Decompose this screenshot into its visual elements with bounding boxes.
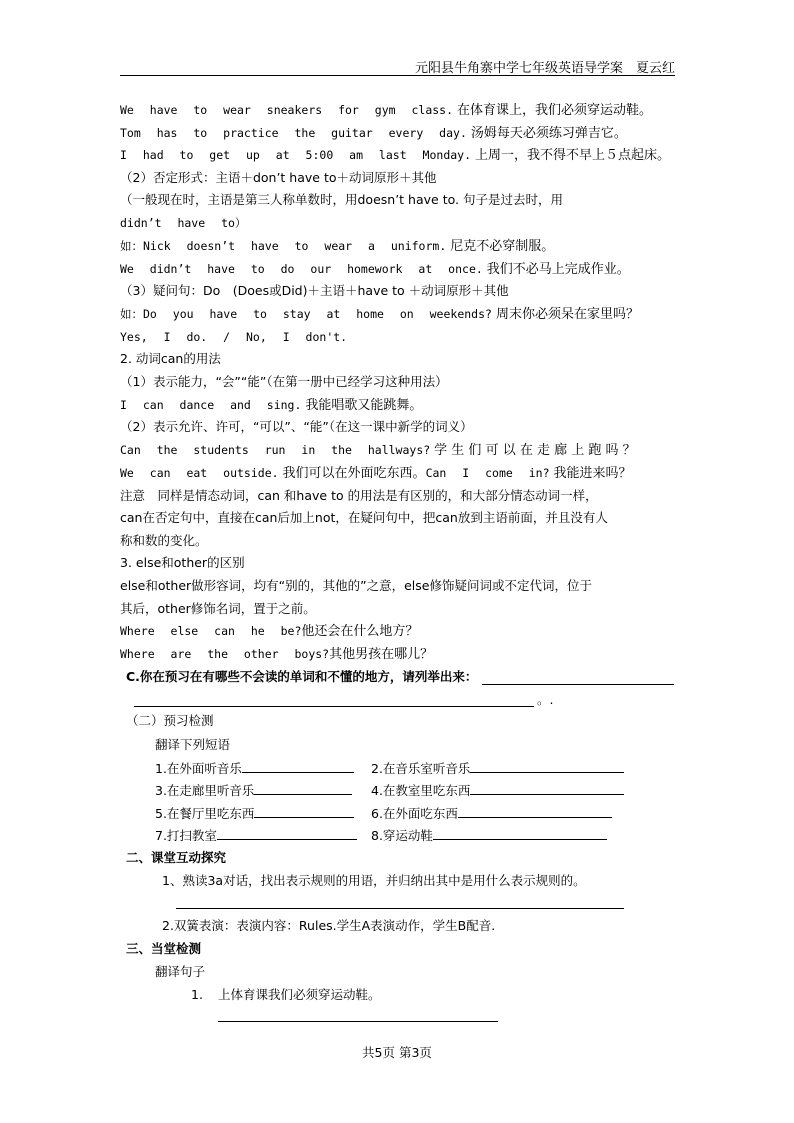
phrase-text: 8.穿运动鞋 bbox=[371, 828, 433, 843]
question-form-rule: （3）疑问句：Do (Does或Did)＋主语＋have to ＋动词原形＋其他 bbox=[120, 283, 509, 298]
example-en: Can I come in? bbox=[425, 466, 550, 480]
phrase-text: 3.在走廊里听音乐 bbox=[155, 783, 255, 798]
answer-blank[interactable] bbox=[217, 827, 357, 840]
example-zh: 我能进来吗？ bbox=[553, 466, 632, 481]
example-zh: 学 生 们 可 以 在 走 廊 上 跑 吗 ？ bbox=[434, 443, 636, 458]
example-line-23 bbox=[120, 623, 418, 640]
phrase-text: 4.在教室里吃东西 bbox=[371, 783, 471, 798]
example-zh: 他还会在什么地方？ bbox=[301, 624, 419, 639]
note-line-1: 注意 同样是情态动词，can 和have to 的用法是有区别的，和大部分情态动词一样， bbox=[120, 488, 598, 503]
example-en: We didn’t have to do our homework at once. bbox=[120, 262, 483, 276]
phrase-item bbox=[371, 827, 607, 844]
answer-blank[interactable] bbox=[470, 782, 624, 795]
phrase-item bbox=[371, 782, 624, 799]
note-line-3: 称和数的变化。 bbox=[120, 533, 208, 548]
example-en: Can the students run in the hallways? bbox=[120, 443, 431, 457]
phrase-text: 7.打扫教室 bbox=[155, 828, 217, 843]
example-zh: 上周一，我不得不早上５点起床。 bbox=[475, 148, 671, 163]
phrase-item bbox=[155, 805, 354, 822]
section3-item1-num: 1. bbox=[191, 987, 203, 1002]
phrase-item bbox=[155, 827, 357, 844]
answer-line: Yes, I do. / No, I don't. bbox=[120, 330, 348, 344]
can-ability-rule: （1）表示能力，“会”“能”（在第一册中已经学习这种用法） bbox=[120, 374, 448, 389]
answer-blank[interactable] bbox=[176, 908, 624, 909]
example-line-7 bbox=[120, 261, 630, 278]
example-line-9 bbox=[120, 306, 639, 323]
phrase-item bbox=[371, 760, 624, 777]
answer-blank[interactable] bbox=[254, 782, 352, 795]
negative-note-cont: didn’t have to） bbox=[120, 216, 247, 230]
example-line-3 bbox=[120, 147, 670, 164]
answer-blank[interactable] bbox=[242, 760, 354, 773]
section3-item1: 上体育课我们必须穿运动鞋。 bbox=[218, 987, 381, 1002]
example-en: Where else can he be? bbox=[120, 624, 302, 638]
answer-blank[interactable] bbox=[218, 1021, 498, 1022]
example-en: 如：Nick doesn’t have to wear a uniform. bbox=[120, 239, 447, 253]
note-line-2: can在否定句中，直接在can后加上not，在疑问句中，把can放到主语前面，并且没有人 bbox=[120, 510, 608, 525]
example-en: 如：Do you have to stay at home on weekends? bbox=[120, 307, 492, 321]
can-permission-rule: （2）表示允许、许可，“可以”、“能”（在这一课中新学的词义） bbox=[120, 419, 473, 434]
answer-blank[interactable] bbox=[458, 805, 612, 818]
answer-blank[interactable] bbox=[254, 805, 354, 818]
example-zh: 我们不必马上完成作业。 bbox=[486, 262, 630, 277]
section3-task: 翻译句子 bbox=[155, 964, 206, 979]
example-line-1 bbox=[120, 102, 652, 119]
else-other-rule-2: 其后，other修饰名词，置于之前。 bbox=[120, 601, 316, 616]
example-line-15 bbox=[120, 442, 636, 459]
example-en: I can dance and sing. bbox=[120, 398, 302, 412]
example-zh: 尼克不必穿制服。 bbox=[450, 239, 555, 254]
example-zh: 其他男孩在哪儿？ bbox=[329, 647, 434, 662]
answer-blank[interactable] bbox=[470, 760, 624, 773]
phrase-text: 2.在音乐室听音乐 bbox=[371, 761, 471, 776]
example-zh: 汤姆每天必须练习弹吉它。 bbox=[470, 126, 627, 141]
example-en: Where are the other boys? bbox=[120, 647, 330, 661]
phrase-text: 5.在餐厅里吃东西 bbox=[155, 806, 255, 821]
example-line-13 bbox=[120, 397, 422, 414]
section3-heading: 三、当堂检测 bbox=[126, 941, 202, 956]
example-zh: 我们可以在外面吃东西。 bbox=[282, 466, 426, 481]
else-other-heading: 3. else和other的区别 bbox=[120, 555, 245, 570]
answer-blank[interactable] bbox=[482, 684, 674, 685]
negative-form-rule: （2）否定形式：主语＋don’t have to＋动词原形＋其他 bbox=[120, 170, 437, 185]
phrase-item bbox=[371, 805, 612, 822]
example-line-2 bbox=[120, 125, 627, 142]
page-footer: 共5页 第3页 bbox=[362, 1045, 432, 1060]
example-en: I had to get up at 5:00 am last Monday. bbox=[120, 148, 472, 162]
page-header: 元阳县牛角寨中学七年级英语导学案 夏云红 bbox=[414, 61, 675, 76]
section-c-end: 。. bbox=[537, 692, 554, 707]
preview-task: 翻译下列短语 bbox=[155, 737, 231, 752]
answer-blank[interactable] bbox=[134, 706, 534, 707]
example-zh: 周末你必须呆在家里吗？ bbox=[495, 307, 639, 322]
answer-blank[interactable] bbox=[433, 827, 607, 840]
phrase-item bbox=[155, 782, 352, 799]
example-en: We have to wear sneakers for gym class. bbox=[120, 103, 454, 117]
example-en: Tom has to practice the guitar every day. bbox=[120, 126, 467, 140]
example-zh: 我能唱歌又能跳舞。 bbox=[305, 398, 423, 413]
else-other-rule-1: else和other做形容词，均有“别的，其他的”之意，else修饰疑问词或不定代词，位于 bbox=[120, 578, 592, 593]
example-line-16 bbox=[120, 465, 632, 482]
phrase-text: 1.在外面听音乐 bbox=[155, 761, 242, 776]
phrase-item bbox=[155, 760, 354, 777]
example-zh: 在体育课上，我们必须穿运动鞋。 bbox=[457, 103, 653, 118]
section2-item1: 1、熟读3a对话，找出表示规则的用语，并归纳出其中是用什么表示规则的。 bbox=[162, 873, 586, 888]
example-line-24 bbox=[120, 646, 433, 663]
example-line-6 bbox=[120, 238, 554, 255]
section2-heading: 二、课堂互动探究 bbox=[126, 850, 227, 865]
section-c-prompt: C.你在预习在有哪些不会读的单词和不懂的地方，请列举出来： bbox=[126, 669, 478, 684]
phrase-text: 6.在外面吃东西 bbox=[371, 806, 458, 821]
example-en: We can eat outside. bbox=[120, 466, 279, 480]
negative-note: （一般现在时，主语是第三人称单数时，用doesn’t have to. 句子是过去时，用 bbox=[120, 192, 563, 207]
header-rule bbox=[120, 75, 675, 76]
can-usage-heading: 2. 动词can的用法 bbox=[120, 351, 221, 366]
preview-heading: （二）预习检测 bbox=[126, 713, 214, 728]
section2-item2: 2.双簧表演：表演内容：Rules.学生A表演动作，学生B配音. bbox=[162, 918, 496, 933]
